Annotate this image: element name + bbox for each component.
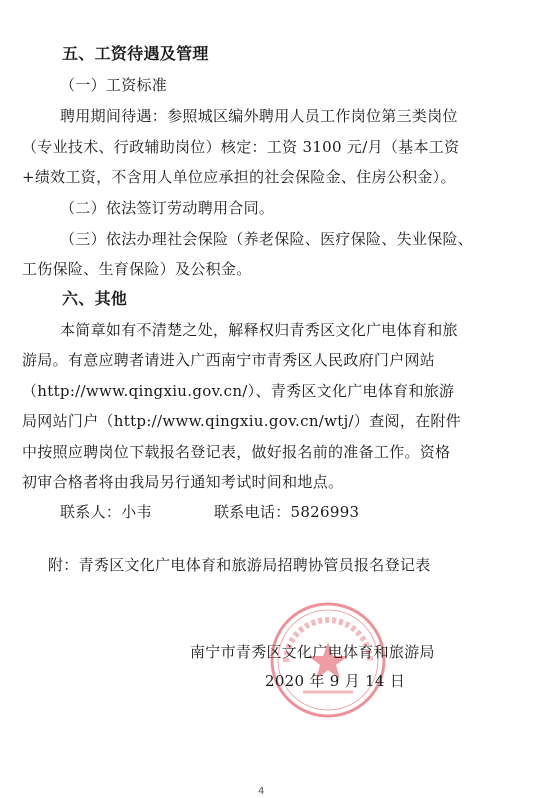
paragraph-line: （专业技术、行政辅助岗位）核定：工资 3100 元/月（基本工资 bbox=[22, 138, 460, 156]
paragraph-line: 本简章如有不清楚之处，解释权归青秀区文化广电体育和旅 bbox=[60, 321, 458, 339]
section-5-sub3: （三）依法办理社会保险（养老保险、医疗保险、失业保险、 bbox=[60, 230, 474, 248]
contact-phone: 联系电话：5826993 bbox=[214, 503, 360, 521]
paragraph-line: 中按照应聘岗位下载报名登记表，做好报名前的准备工作。资格 bbox=[22, 443, 451, 461]
issue-date: 2020 年 9 月 14 日 bbox=[265, 672, 406, 690]
paragraph-line: 工伤保险、生育保险）及公积金。 bbox=[22, 260, 252, 278]
paragraph-line: 初审合格者将由我局另行通知考试时间和地点。 bbox=[22, 473, 344, 491]
section-5-sub2: （二）依法签订劳动聘用合同。 bbox=[60, 199, 275, 217]
section-5-heading: 五、工资待遇及管理 bbox=[62, 44, 209, 63]
paragraph-line: 局网站门户（http://www.qingxiu.gov.cn/wtj/）查阅，在附件 bbox=[22, 412, 462, 430]
page-number: 4 bbox=[258, 786, 265, 797]
section-5-sub1: （一）工资标准 bbox=[60, 76, 168, 94]
paragraph-line: +绩效工资，不含用人单位应承担的社会保险金、住房公积金）。 bbox=[22, 168, 456, 186]
paragraph-line: （http://www.qingxiu.gov.cn/）、青秀区文化广电体育和旅游 bbox=[22, 382, 455, 400]
paragraph-line: 游局。有意应聘者请进入广西南宁市青秀区人民政府门户网站 bbox=[22, 351, 436, 369]
paragraph-line: 聘用期间待遇：参照城区编外聘用人员工作岗位第三类岗位 bbox=[60, 107, 458, 125]
contact-person: 联系人：小韦 bbox=[60, 503, 152, 521]
issuing-organization: 南宁市青秀区文化广电体育和旅游局 bbox=[190, 643, 435, 661]
section-6-heading: 六、其他 bbox=[62, 289, 128, 308]
attachment-note: 附：青秀区文化广电体育和旅游局招聘协管员报名登记表 bbox=[48, 556, 431, 574]
